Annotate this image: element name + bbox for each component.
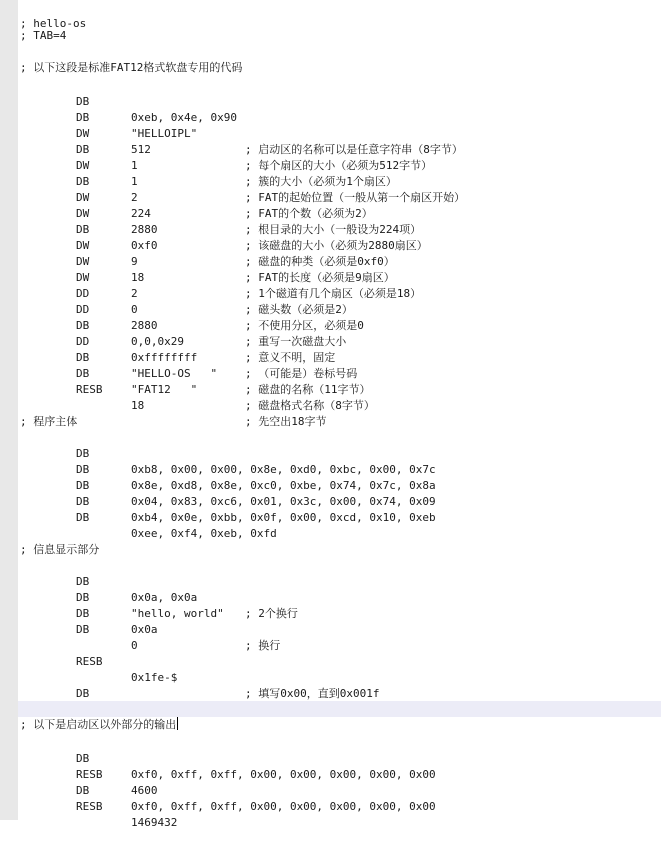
line-comment: ; 不使用分区，必须是0	[245, 319, 364, 332]
code-line[interactable]	[18, 78, 661, 124]
operands: 0xeb, 0x4e, 0x90	[131, 111, 237, 124]
operands: "HELLO-OS "	[131, 367, 218, 380]
line-comment: ; 磁盘格式名称（8字节）	[245, 399, 375, 412]
line-comment: ; FAT的长度（必须是9扇区）	[245, 271, 395, 284]
operands: 0x0a, 0x0a	[131, 591, 198, 604]
operands: 2880	[131, 223, 158, 236]
editor-gutter	[0, 0, 18, 820]
line-comment: ; 启动区的名称可以是任意字符串（8字节）	[245, 143, 463, 156]
line-comment: ; FAT的起始位置（一般从第一个扇区开始）	[245, 191, 466, 204]
operands: 0xb4, 0x0e, 0xbb, 0x0f, 0x00, 0xcd, 0x10, 0xeb	[131, 511, 436, 524]
line-comment: ; 意义不明，固定	[245, 351, 336, 364]
text-caret	[177, 717, 178, 730]
directive: DB	[76, 319, 90, 332]
directive: DD	[76, 303, 90, 316]
line-comment: ; 填写0x00，直到0x001f	[245, 687, 380, 700]
operands: 0x8e, 0xd8, 0x8e, 0xc0, 0xbe, 0x74, 0x7c, 0x8a	[131, 479, 436, 492]
operands: 1	[131, 175, 138, 188]
operands: "hello, world"	[131, 607, 224, 620]
operands: 1469432	[131, 816, 178, 829]
directive: DB	[76, 687, 90, 700]
section-comment: ; 以下这段是标准FAT12格式软盘专用的代码	[20, 61, 243, 74]
line-comment: ; 2个换行	[245, 607, 298, 620]
line-comment: ; 磁头数（必须是2）	[245, 303, 353, 316]
operands: 0	[131, 639, 138, 652]
directive: DB	[76, 175, 90, 188]
operands: 18	[131, 271, 145, 284]
operands: 0xf0, 0xff, 0xff, 0x00, 0x00, 0x00, 0x00, 0x00	[131, 768, 436, 781]
operands: 18	[131, 399, 145, 412]
directive: DB	[76, 575, 90, 588]
section-comment: ; 信息显示部分	[20, 543, 100, 556]
directive: DB	[76, 623, 90, 636]
operands: 1	[131, 159, 138, 172]
operands: 0xf0, 0xff, 0xff, 0x00, 0x00, 0x00, 0x00, 0x00	[131, 800, 436, 813]
directive: DD	[76, 335, 90, 348]
directive: DB	[76, 479, 90, 492]
section-comment: ; 以下是启动区以外部分的输出	[20, 718, 177, 731]
directive: DB	[76, 784, 90, 797]
line-comment: ; FAT的个数（必须为2）	[245, 207, 373, 220]
directive: DW	[76, 159, 90, 172]
directive: DB	[76, 447, 90, 460]
directive: DB	[76, 143, 90, 156]
operands: 0x0a	[131, 623, 158, 636]
directive: DB	[76, 511, 90, 524]
code-editor[interactable]	[18, 0, 661, 829]
directive: RESB	[76, 655, 103, 668]
directive: DD	[76, 287, 90, 300]
code-line[interactable]	[18, 430, 661, 476]
line-comment: ; （可能是）卷标号码	[245, 367, 358, 380]
operands: 0xee, 0xf4, 0xeb, 0xfd	[131, 527, 277, 540]
line-comment: ; 该磁盘的大小（必须为2880扇区）	[245, 239, 428, 252]
operands: 0xf0	[131, 239, 158, 252]
directive: DB	[76, 607, 90, 620]
directive: DB	[76, 111, 90, 124]
operands: 0	[131, 303, 138, 316]
operands: 2880	[131, 319, 158, 332]
directive: DW	[76, 127, 90, 140]
current-code-line[interactable]	[18, 701, 661, 731]
line-comment: ; 磁盘的种类（必须是0xf0）	[245, 255, 395, 268]
directive: DB	[76, 495, 90, 508]
operands: 224	[131, 207, 151, 220]
directive: DB	[76, 463, 90, 476]
comment-text: ; hello-os	[20, 17, 87, 30]
line-comment: ; 簇的大小（必须为1个扇区）	[245, 175, 397, 188]
operands: 9	[131, 255, 138, 268]
directive: DB	[76, 752, 90, 765]
code-line[interactable]	[18, 44, 661, 74]
operands: 2	[131, 191, 138, 204]
directive: DB	[76, 367, 90, 380]
code-line[interactable]	[18, 526, 661, 556]
directive: DW	[76, 207, 90, 220]
operands: "HELLOIPL"	[131, 127, 198, 140]
directive: DW	[76, 239, 90, 252]
operands: "FAT12 "	[131, 383, 198, 396]
operands: 0xffffffff	[131, 351, 198, 364]
directive: DW	[76, 255, 90, 268]
code-line[interactable]	[18, 12, 661, 42]
line-comment: ; 磁盘的名称（11字节）	[245, 383, 371, 396]
directive: RESB	[76, 383, 103, 396]
operands: 0,0,0x29	[131, 335, 184, 348]
operands: 0x1fe-$	[131, 671, 178, 684]
operands: 512	[131, 143, 151, 156]
operands: 0xb8, 0x00, 0x00, 0x8e, 0xd0, 0xbc, 0x00, 0x7c	[131, 463, 436, 476]
operands: 2	[131, 287, 138, 300]
line-comment: ; 先空出18字节	[245, 415, 327, 428]
directive: DB	[76, 351, 90, 364]
comment-text: ; TAB=4	[20, 29, 67, 42]
line-comment: ; 根目录的大小（一般设为224项）	[245, 223, 422, 236]
directive: DW	[76, 271, 90, 284]
operands: 0x04, 0x83, 0xc6, 0x01, 0x3c, 0x00, 0x74, 0x09	[131, 495, 436, 508]
line-comment: ; 换行	[245, 639, 281, 652]
directive: DB	[76, 223, 90, 236]
directive: RESB	[76, 800, 103, 813]
directive: RESB	[76, 768, 103, 781]
directive: DB	[76, 591, 90, 604]
operands: 4600	[131, 784, 158, 797]
section-comment: ; 程序主体	[20, 415, 78, 428]
directive: DB	[76, 95, 90, 108]
line-comment: ; 1个磁道有几个扇区（必须是18）	[245, 287, 422, 300]
directive: DW	[76, 191, 90, 204]
line-comment: ; 重写一次磁盘大小	[245, 335, 347, 348]
line-comment: ; 每个扇区的大小（必须为512字节）	[245, 159, 433, 172]
